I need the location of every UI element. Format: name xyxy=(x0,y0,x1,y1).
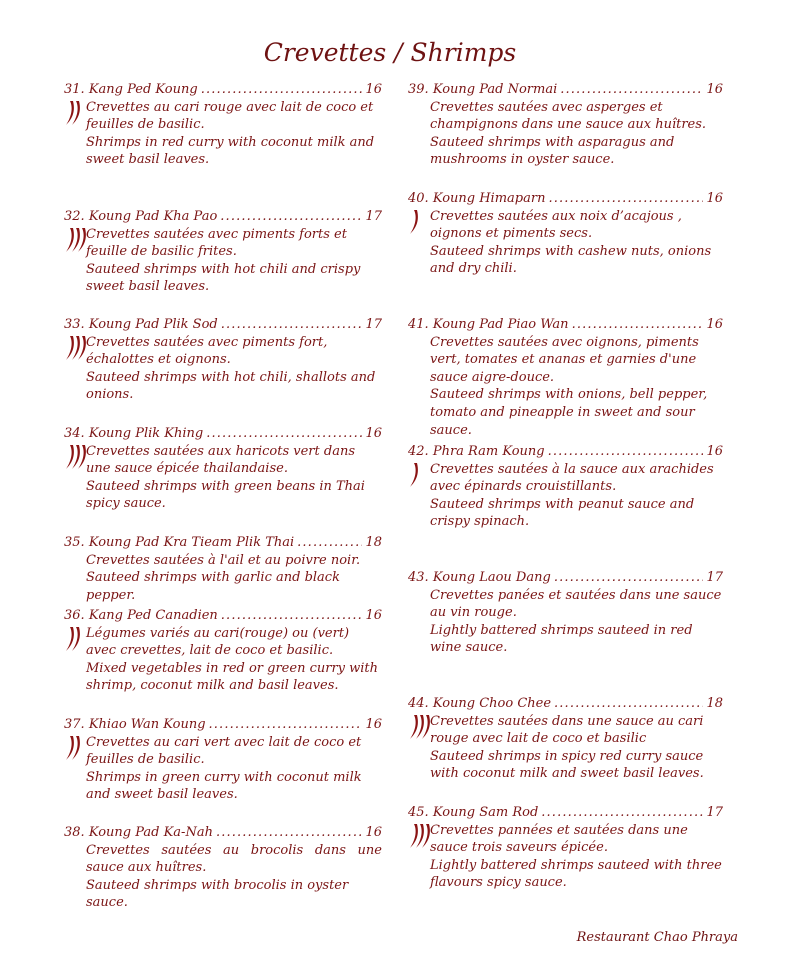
item-name: Koung Pad Ka-Nah xyxy=(88,825,213,840)
item-price: 16 xyxy=(365,825,382,840)
item-number: 34. xyxy=(64,426,85,441)
item-description-en: Sauteed shrimps with hot chili and crispy sweet basil leaves. xyxy=(86,261,361,295)
dot-leader xyxy=(221,316,363,334)
item-name: Koung Pad Piao Wan xyxy=(432,317,569,332)
item-price: 16 xyxy=(365,717,382,732)
item-name: Kang Ped Koung xyxy=(88,82,198,97)
dot-leader xyxy=(548,190,703,208)
menu-item-header xyxy=(408,695,723,713)
item-number: 45. xyxy=(408,805,429,820)
item-price: 17 xyxy=(365,209,382,224)
item-description-fr: Légumes variés au cari(rouge) ou (vert) avec crevettes, lait de coco et basilic. xyxy=(86,625,350,659)
item-description-en: Sauteed shrimps with peanut sauce and crispy spinach. xyxy=(430,496,695,530)
menu-item-header xyxy=(64,81,382,99)
item-description-fr: Crevettes sautées à l'ail et au poivre noir. xyxy=(86,552,361,568)
item-name: Koung Pad Kha Pao xyxy=(88,209,218,224)
chili-pepper-icon xyxy=(64,334,88,364)
item-price: 16 xyxy=(706,82,723,97)
menu-item xyxy=(64,316,382,404)
dot-leader xyxy=(216,824,363,842)
menu-item-header xyxy=(408,81,723,99)
dot-leader xyxy=(297,534,362,552)
item-description-fr: Crevettes au cari vert avec lait de coco et feuilles de basilic. xyxy=(86,734,362,768)
item-description-fr: Crevettes sautées avec piments forts et feuille de basilic frites. xyxy=(86,226,347,260)
chili-pepper-icon xyxy=(408,713,432,743)
item-name: Koung Plik Khing xyxy=(88,426,204,441)
dot-leader xyxy=(548,443,704,461)
dot-leader xyxy=(572,316,704,334)
menu-item xyxy=(408,316,723,439)
item-description-fr: Crevettes sautées aux haricots vert dans une sauce épicée thailandaise. xyxy=(86,443,355,477)
menu-item-header xyxy=(64,316,382,334)
chili-pepper-icon xyxy=(64,625,88,655)
chili-pepper-icon xyxy=(408,208,432,238)
item-name: Koung Laou Dang xyxy=(432,570,551,585)
item-description-en: Shrimps in red curry with coconut milk and sweet basil leaves. xyxy=(86,134,375,168)
item-number: 38. xyxy=(64,825,85,840)
item-name: Koung Himaparn xyxy=(432,191,546,206)
restaurant-name: Restaurant Chao Phraya xyxy=(576,930,738,945)
item-description-en: Sauteed shrimps with onions, bell pepper, tomato and pineapple in sweet and sour sauce. xyxy=(430,387,708,438)
menu-item-header xyxy=(64,716,382,734)
item-description-en: Sauteed shrimps with asparagus and mushrooms in oyster sauce. xyxy=(430,134,675,168)
item-description-en: Sauteed shrimps with hot chili, shallots and onions. xyxy=(86,369,376,403)
item-description-fr: Crevettes panées et sautées dans une sauce au vin rouge. xyxy=(430,587,722,621)
item-name: Koung Pad Kra Tieam Plik Thai xyxy=(88,535,295,550)
chili-pepper-icon xyxy=(408,822,432,852)
item-description-fr: Crevettes sautées dans une sauce au cari rouge avec lait de coco et basilic xyxy=(430,713,704,747)
item-description-fr: Crevettes sautées au brocolis dans une sauce aux huîtres. xyxy=(86,842,382,876)
item-price: 16 xyxy=(706,191,723,206)
item-number: 35. xyxy=(64,535,85,550)
menu-item xyxy=(64,81,382,169)
item-number: 42. xyxy=(408,444,429,459)
menu-item-header xyxy=(64,534,382,552)
menu-item-header xyxy=(64,607,382,625)
menu-item-header xyxy=(408,569,723,587)
chili-pepper-icon xyxy=(64,443,88,473)
item-number: 44. xyxy=(408,696,429,711)
item-description-fr: Crevettes sautées avec piments fort, échalottes et oignons. xyxy=(86,334,328,368)
menu-item-header xyxy=(408,443,723,461)
item-name: Koung Choo Chee xyxy=(432,696,552,711)
item-description-en: Lightly battered shrimps sauteed in red wine sauce. xyxy=(430,622,693,656)
dot-leader xyxy=(209,716,363,734)
item-price: 18 xyxy=(365,535,382,550)
item-number: 40. xyxy=(408,191,429,206)
item-description-fr: Crevettes au cari rouge avec lait de coco et feuilles de basilic. xyxy=(86,99,374,133)
item-description-fr: Crevettes sautées avec oignons, piments vert, tomates et ananas et garnies d'une sauce aigre-douce. xyxy=(430,334,699,385)
item-number: 39. xyxy=(408,82,429,97)
menu-item xyxy=(64,208,382,296)
item-name: Koung Pad Plik Sod xyxy=(88,317,218,332)
item-number: 31. xyxy=(64,82,85,97)
menu-item xyxy=(64,824,382,912)
item-description-fr: Crevettes sautées avec asperges et champignons dans une sauce aux huîtres. xyxy=(430,99,707,133)
item-number: 36. xyxy=(64,608,85,623)
menu-item-header xyxy=(64,425,382,443)
item-name: Koung Pad Normai xyxy=(432,82,558,97)
item-description-en: Shrimps in green curry with coconut milk and sweet basil leaves. xyxy=(86,769,362,803)
item-price: 18 xyxy=(706,696,723,711)
menu-item xyxy=(64,425,382,513)
item-price: 16 xyxy=(365,608,382,623)
chili-pepper-icon xyxy=(64,226,88,256)
item-number: 32. xyxy=(64,209,85,224)
menu-item xyxy=(408,190,723,278)
dot-leader xyxy=(221,607,363,625)
item-name: Kang Ped Canadien xyxy=(88,608,218,623)
page-title: Crevettes / Shrimps xyxy=(263,38,517,67)
item-price: 16 xyxy=(706,444,723,459)
menu-item xyxy=(408,569,723,657)
menu-item-header xyxy=(64,824,382,842)
item-description-en: Lightly battered shrimps sauteed with three flavours spicy sauce. xyxy=(430,857,722,891)
chili-pepper-icon xyxy=(64,734,88,764)
menu-item-header xyxy=(408,804,723,822)
dot-leader xyxy=(554,569,704,587)
item-name: Phra Ram Koung xyxy=(432,444,545,459)
item-number: 41. xyxy=(408,317,429,332)
item-description-en: Sauteed shrimps with cashew nuts, onions and dry chili. xyxy=(430,243,712,277)
menu-item xyxy=(408,443,723,531)
dot-leader xyxy=(554,695,703,713)
menu-item xyxy=(408,81,723,169)
item-price: 17 xyxy=(706,570,723,585)
item-number: 33. xyxy=(64,317,85,332)
item-number: 43. xyxy=(408,570,429,585)
item-price: 16 xyxy=(365,82,382,97)
menu-item xyxy=(64,607,382,695)
item-description-en: Sauteed shrimps with brocolis in oyster sauce. xyxy=(86,877,349,911)
item-name: Khiao Wan Koung xyxy=(88,717,206,732)
item-price: 16 xyxy=(706,317,723,332)
item-description-en: Mixed vegetables in red or green curry with shrimp, coconut milk and basil leaves. xyxy=(86,660,379,694)
menu-item xyxy=(408,695,723,783)
item-number: 37. xyxy=(64,717,85,732)
menu-item-header xyxy=(408,190,723,208)
dot-leader xyxy=(206,425,362,443)
item-description-en: Sauteed shrimps with green beans in Thai spicy sauce. xyxy=(86,478,365,512)
item-description-fr: Crevettes pannées et sautées dans une sauce trois saveurs épicée. xyxy=(430,822,688,856)
menu-item xyxy=(64,534,382,604)
menu-item-header xyxy=(64,208,382,226)
menu-item xyxy=(408,804,723,892)
item-price: 16 xyxy=(365,426,382,441)
dot-leader xyxy=(220,208,362,226)
item-price: 17 xyxy=(365,317,382,332)
item-description-en: Sauteed shrimps with garlic and black pepper. xyxy=(86,570,340,603)
dot-leader xyxy=(560,81,703,99)
item-description-fr: Crevettes sautées aux noix d’acajous , oignons et piments secs. xyxy=(430,208,682,242)
chili-pepper-icon xyxy=(408,461,432,491)
item-description-en: Sauteed shrimps in spicy red curry sauce with coconut milk and sweet basil leaves. xyxy=(430,748,704,782)
dot-leader xyxy=(541,804,703,822)
dot-leader xyxy=(201,81,363,99)
item-description-fr: Crevettes sautées à la sauce aux arachides avec épinards crouistillants. xyxy=(430,461,714,495)
item-price: 17 xyxy=(706,805,723,820)
item-name: Koung Sam Rod xyxy=(432,805,539,820)
chili-pepper-icon xyxy=(64,99,88,129)
menu-item xyxy=(64,716,382,804)
menu-item-header xyxy=(408,316,723,334)
